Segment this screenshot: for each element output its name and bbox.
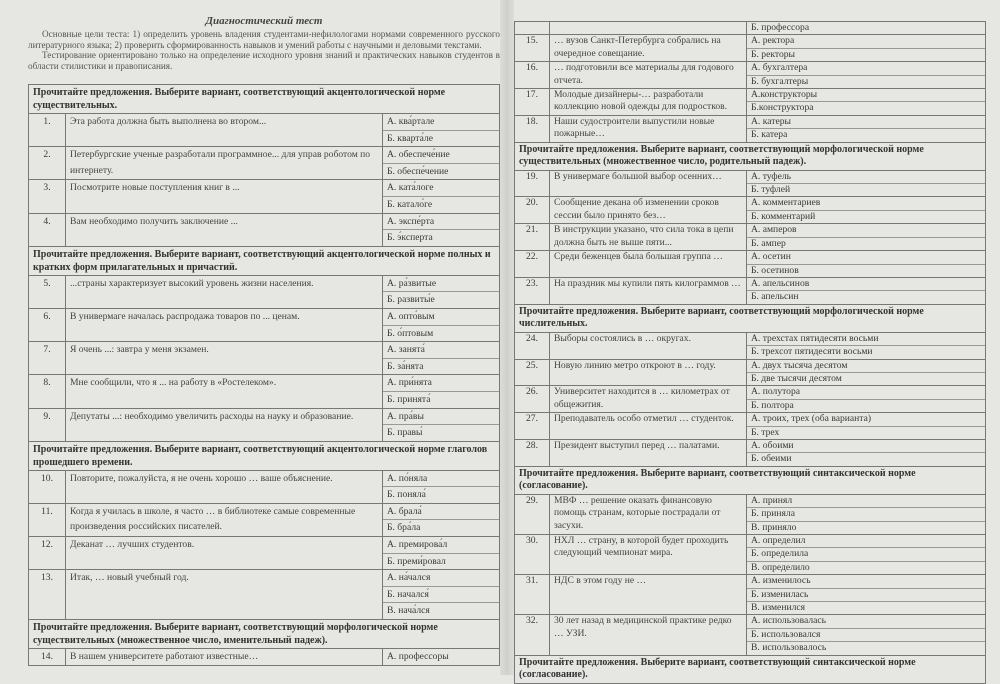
question-number: 18. — [515, 115, 550, 142]
answer-options — [747, 115, 986, 142]
question-text: Преподаватель особо отметил … студенток. — [550, 413, 747, 440]
question-text: Повторите, пожалуйста, я не очень хорошо … ваше объяснение. — [66, 470, 383, 503]
question-text: Итак, … новый учебный год. — [66, 570, 383, 620]
question-row — [29, 180, 500, 213]
answer-options — [383, 180, 500, 213]
question-row — [29, 570, 500, 620]
answer-option[interactable]: Б. трех — [747, 426, 985, 439]
answer-option[interactable]: Б. использовался — [747, 628, 985, 641]
question-number: 2. — [29, 147, 66, 180]
question-number: 11. — [29, 503, 66, 536]
answer-option[interactable]: Б. развиты́е — [383, 291, 499, 308]
answer-options — [747, 224, 986, 251]
question-text: НДС в этом году не … — [550, 575, 747, 615]
section-header — [29, 620, 500, 649]
question-number: 22. — [515, 251, 550, 278]
answer-option[interactable]: Б. трехсот пятидесяти восьми — [747, 345, 985, 358]
question-row — [29, 408, 500, 441]
answer-option[interactable]: В. использовалось — [747, 641, 985, 654]
answer-option[interactable]: Б. поняла́ — [383, 486, 499, 503]
answer-option[interactable]: А. на́чался — [387, 572, 431, 584]
question-text: Вам необходимо получить заключение ... — [66, 213, 383, 246]
question-text: Деканат … лучших студентов. — [66, 537, 383, 570]
answer-options — [383, 503, 500, 536]
question-number: 12. — [29, 537, 66, 570]
section-header — [515, 142, 986, 170]
section-instruction: Прочитайте предложения. Выберите вариант, соответствующий синтаксической норме (согласование). — [515, 655, 986, 683]
answer-option[interactable]: А. туфель — [751, 170, 791, 182]
answer-option[interactable]: А.конструкторы — [751, 89, 818, 101]
question-text: … вузов Санкт-Петербурга собрались на очередное совещание. — [550, 35, 747, 62]
answer-option[interactable]: А. апельсинов — [751, 277, 810, 289]
answer-option[interactable]: А. комментариев — [751, 197, 821, 209]
answer-option[interactable]: Б. туфлей — [747, 183, 985, 196]
answer-options — [383, 375, 500, 408]
question-number: 24. — [515, 332, 550, 359]
intro-paragraph: Основные цели теста: 1) определить уровень владения студентами-нефилологами нормами современного русского литературного языка; 2) проверить сформированность навыков и умений работы с научными и деловыми текстами. — [28, 29, 500, 50]
section-instruction: Прочитайте предложения. Выберите вариант, соответствующий акцентологической норме существительных. — [29, 85, 500, 114]
question-text: Наши судостроители выпустили новые пожарные… — [550, 115, 747, 142]
answer-option[interactable]: Б. определила — [747, 547, 985, 560]
section-instruction: Прочитайте предложения. Выберите вариант, соответствующий морфологической норме существительных (множественное число, родительный падеж). — [515, 142, 986, 170]
question-row — [29, 275, 500, 308]
left-page — [28, 0, 500, 675]
answer-option[interactable]: А. экспе́рта — [387, 215, 435, 227]
question-text: В универмаге большой выбор осенних… — [550, 170, 747, 197]
question-text: Университет находится в … километрах от общежития. — [550, 386, 747, 413]
answer-option[interactable]: А. обеспече́ние — [387, 149, 450, 161]
answer-options — [383, 114, 500, 147]
test-table-left — [28, 84, 500, 666]
answer-options — [383, 537, 500, 570]
question-text: Я очень ...: завтра у меня экзамен. — [66, 342, 383, 375]
answer-option[interactable]: А. пра́вы — [387, 410, 424, 422]
question-number: 21. — [515, 224, 550, 251]
question-row — [515, 439, 986, 466]
question-text: В нашем университете работают известные… — [66, 649, 383, 666]
question-text: Выборы состоялись в … округах. — [550, 332, 747, 359]
answer-option[interactable]: А. ква́ртале — [387, 116, 435, 127]
answer-option[interactable]: Б. бра́ла — [383, 519, 499, 536]
section-header — [515, 655, 986, 683]
page-gutter — [500, 0, 514, 675]
answer-options — [747, 413, 986, 440]
question-row — [29, 213, 500, 246]
answer-option[interactable]: А. опто́вым — [387, 310, 435, 322]
answer-option[interactable]: Б. за́нята — [383, 358, 499, 375]
section-instruction: Прочитайте предложения. Выберите вариант, соответствующий акцентологической норме глаголов прошедшего времени. — [29, 441, 500, 470]
question-row — [29, 147, 500, 180]
answer-options — [383, 308, 500, 341]
question-row — [29, 503, 500, 536]
question-number: 3. — [29, 180, 66, 213]
question-number: 9. — [29, 408, 66, 441]
section-header — [29, 246, 500, 275]
question-number: 16. — [515, 62, 550, 89]
question-row — [29, 114, 500, 147]
question-text: Президент выступил перед … палатами. — [550, 439, 747, 466]
document-title: Диагностический тест — [205, 15, 323, 27]
answer-option[interactable]: В. изменился — [747, 601, 985, 614]
question-text: В универмаге началась распродажа товаров по ... ценам. — [66, 308, 383, 341]
answer-option[interactable]: Б. приняла — [747, 507, 985, 520]
answer-options — [747, 359, 986, 386]
question-number: 32. — [515, 615, 550, 655]
question-row — [515, 35, 986, 62]
question-text: МВФ … решение оказать финансовую помощь странам, которые пострадали от засухи. — [550, 494, 747, 534]
answer-option[interactable]: Б. изменилась — [747, 588, 985, 601]
answer-option[interactable]: В. приняло — [747, 521, 985, 534]
question-row — [515, 224, 986, 251]
answer-option[interactable]: А. занята́ — [387, 344, 425, 356]
answer-option[interactable]: А. обоими — [751, 439, 794, 451]
question-number: 13. — [29, 570, 66, 620]
answer-options — [383, 649, 500, 666]
question-text: В инструкции указано, что сила тока в цепи должна быть не выше пяти... — [550, 224, 747, 251]
answer-option[interactable]: Б. апельсин — [747, 290, 985, 303]
question-number: 7. — [29, 342, 66, 375]
answer-options — [383, 342, 500, 375]
question-text: Сообщение декана об изменении сроков сессии было принято без… — [550, 197, 747, 224]
answer-options — [747, 62, 986, 89]
answer-option[interactable]: А. изменилось — [751, 575, 811, 587]
question-number: 29. — [515, 494, 550, 534]
intro-text — [28, 29, 500, 71]
answer-option[interactable]: Б. принята́ — [383, 391, 499, 408]
answer-option[interactable]: А. профессоры — [387, 651, 449, 663]
section-instruction: Прочитайте предложения. Выберите вариант, соответствующий синтаксической норме (согласование). — [515, 466, 986, 494]
answer-option[interactable]: А. определил — [751, 535, 806, 546]
answer-options — [747, 251, 986, 278]
question-row — [29, 342, 500, 375]
question-number: 31. — [515, 575, 550, 615]
answer-option[interactable]: Б. осетинов — [747, 264, 985, 277]
answer-option[interactable]: Б. две тысячи десятом — [747, 372, 985, 385]
answer-option[interactable]: Б. ампер — [747, 237, 985, 250]
question-number: 26. — [515, 386, 550, 413]
question-number: 30. — [515, 535, 550, 575]
question-row — [515, 251, 986, 278]
answer-option[interactable]: Б. катера — [747, 128, 985, 141]
section-header — [29, 85, 500, 114]
section-header — [515, 304, 986, 332]
question-number: 28. — [515, 439, 550, 466]
answer-option[interactable]: Б. обеими — [747, 452, 985, 465]
answer-option[interactable]: А. полутора — [751, 386, 801, 398]
question-number: 14. — [29, 649, 66, 666]
answer-option[interactable]: А. трехстах пятидесяти восьми — [751, 332, 879, 344]
question-number: 19. — [515, 170, 550, 197]
question-number: 8. — [29, 375, 66, 408]
question-text: 30 лет назад в медицинской практике редко … УЗИ. — [550, 615, 747, 655]
answer-option[interactable]: Б. полтора — [747, 399, 985, 412]
section-header — [515, 466, 986, 494]
answer-option[interactable]: А. ра́звитые — [387, 277, 437, 289]
section-instruction: Прочитайте предложения. Выберите вариант, соответствующий морфологической норме существительных (множественное число, именительный падеж). — [29, 620, 500, 649]
question-row — [515, 615, 986, 655]
answer-option[interactable]: Б. катало́ге — [383, 196, 499, 213]
question-text: Новую линию метро откроют в … году. — [550, 359, 747, 386]
answer-options — [747, 535, 986, 575]
answer-option[interactable]: А. принял — [751, 494, 793, 506]
answer-options — [747, 575, 986, 615]
question-number: 25. — [515, 359, 550, 386]
answer-option[interactable]: А. осетин — [751, 251, 791, 263]
answer-option[interactable]: Б. профессора — [751, 22, 810, 33]
answer-option[interactable]: Б. начался́ — [383, 586, 499, 603]
question-row — [515, 62, 986, 89]
question-number: 5. — [29, 275, 66, 308]
section-instruction: Прочитайте предложения. Выберите вариант, соответствующий акцентологической норме полных и кратких форм прилагательных и причастий. — [29, 246, 500, 275]
question-number: 17. — [515, 89, 550, 116]
answer-option[interactable]: А. премирова́л — [387, 539, 448, 551]
answer-option[interactable]: Б. бухгалтеры — [747, 75, 985, 88]
question-row — [515, 89, 986, 116]
question-number: 10. — [29, 470, 66, 503]
question-text: … подготовили все материалы для годового отчета. — [550, 62, 747, 89]
answer-option[interactable]: В. определило — [747, 561, 985, 574]
answer-options — [383, 470, 500, 503]
question-row — [515, 197, 986, 224]
answer-options — [747, 386, 986, 413]
answer-option[interactable]: Б. правы́ — [383, 424, 499, 441]
answer-options — [383, 147, 500, 180]
question-row — [515, 332, 986, 359]
question-row — [515, 170, 986, 197]
answer-option[interactable]: А. ката́логе — [387, 182, 434, 194]
answer-option[interactable]: А. ректора — [751, 35, 795, 47]
question-text: Депутаты ...: необходимо увеличить расходы на науку и образование. — [66, 408, 383, 441]
answer-option[interactable]: А. использовалась — [751, 615, 827, 627]
answer-options — [747, 332, 986, 359]
question-text: НХЛ … страну, в которой будет проходить следующий чемпионат мира. — [550, 535, 747, 575]
question-text: Молодые дизайнеры-… разработали коллекцию новой одежды для подростков. — [550, 89, 747, 116]
question-row — [515, 535, 986, 575]
question-row — [515, 386, 986, 413]
question-number: 4. — [29, 213, 66, 246]
question-row — [515, 413, 986, 440]
answer-options — [747, 22, 986, 35]
question-text: Среди беженцев была большая группа … — [550, 251, 747, 278]
section-header — [29, 441, 500, 470]
answer-options — [383, 213, 500, 246]
section-instruction: Прочитайте предложения. Выберите вариант, соответствующий морфологической норме числительных. — [515, 304, 986, 332]
answer-options — [383, 275, 500, 308]
answer-option[interactable]: Б. преми́ровал — [383, 553, 499, 570]
answer-option[interactable]: Б. комментарий — [747, 210, 985, 223]
answer-option[interactable]: Б. обеспе́чение — [383, 163, 499, 180]
answer-options — [747, 277, 986, 304]
right-page — [514, 0, 986, 681]
answer-option[interactable]: А. при́нята — [387, 377, 432, 389]
question-text: Мне сообщили, что я ... на работу в «Ростелеком». — [66, 375, 383, 408]
answer-option[interactable]: А. двух тысяча десятом — [751, 359, 848, 371]
question-row — [515, 22, 986, 35]
question-row — [29, 375, 500, 408]
question-text: Петербургские ученые разработали программное... для управ роботом по интернету. — [66, 147, 383, 180]
answer-option[interactable]: А. бухгалтера — [751, 62, 808, 74]
answer-option[interactable]: А. брала́ — [387, 505, 422, 517]
answer-option[interactable]: Б. э́ксперта — [383, 229, 499, 246]
answer-options — [747, 494, 986, 534]
answer-options — [747, 89, 986, 116]
question-text: ...страны характеризует высокий уровень жизни населения. — [66, 275, 383, 308]
answer-options — [747, 35, 986, 62]
question-number: 23. — [515, 277, 550, 304]
question-text: Когда я училась в школе, я часто … в библиотеке самые современные произведения российских писателей. — [66, 503, 383, 536]
answer-option[interactable]: А. по́няла — [387, 472, 428, 484]
answer-options — [383, 570, 500, 620]
answer-option[interactable]: Б. о́птовым — [383, 325, 499, 342]
question-number — [515, 22, 550, 35]
question-text — [550, 22, 747, 35]
answer-option[interactable]: В. нача́лся — [383, 602, 499, 619]
question-row — [515, 359, 986, 386]
question-number: 20. — [515, 197, 550, 224]
question-number: 6. — [29, 308, 66, 341]
question-row — [515, 115, 986, 142]
answer-option[interactable]: Б.конструктора — [747, 101, 985, 114]
question-row — [515, 277, 986, 304]
answer-options — [747, 170, 986, 197]
question-number: 27. — [515, 413, 550, 440]
question-number: 1. — [29, 114, 66, 147]
question-row — [29, 537, 500, 570]
answer-options — [747, 439, 986, 466]
answer-options — [383, 408, 500, 441]
question-text: Эта работа должна быть выполнена во втором... — [66, 114, 383, 147]
answer-options — [747, 615, 986, 655]
question-row — [515, 494, 986, 534]
answer-option[interactable]: А. катеры — [751, 115, 791, 127]
question-text: На праздник мы купили пять килограммов … — [550, 277, 747, 304]
answer-option[interactable]: А. троих, трех (оба варианта) — [751, 413, 872, 425]
question-row — [515, 575, 986, 615]
answer-option[interactable]: А. амперов — [751, 224, 797, 236]
answer-option[interactable]: Б. кварта́ле — [383, 130, 499, 147]
test-table-right — [514, 21, 986, 684]
intro-paragraph: Тестирование ориентировано только на определение исходного уровня знаний и практических навыков студентов в области стилистики и правописания. — [28, 50, 500, 71]
question-row — [29, 649, 500, 666]
answer-option[interactable]: Б. ректоры — [747, 48, 985, 61]
question-text: Посмотрите новые поступления книг в ... — [66, 180, 383, 213]
question-row — [29, 470, 500, 503]
question-number: 15. — [515, 35, 550, 62]
question-row — [29, 308, 500, 341]
answer-options — [747, 197, 986, 224]
